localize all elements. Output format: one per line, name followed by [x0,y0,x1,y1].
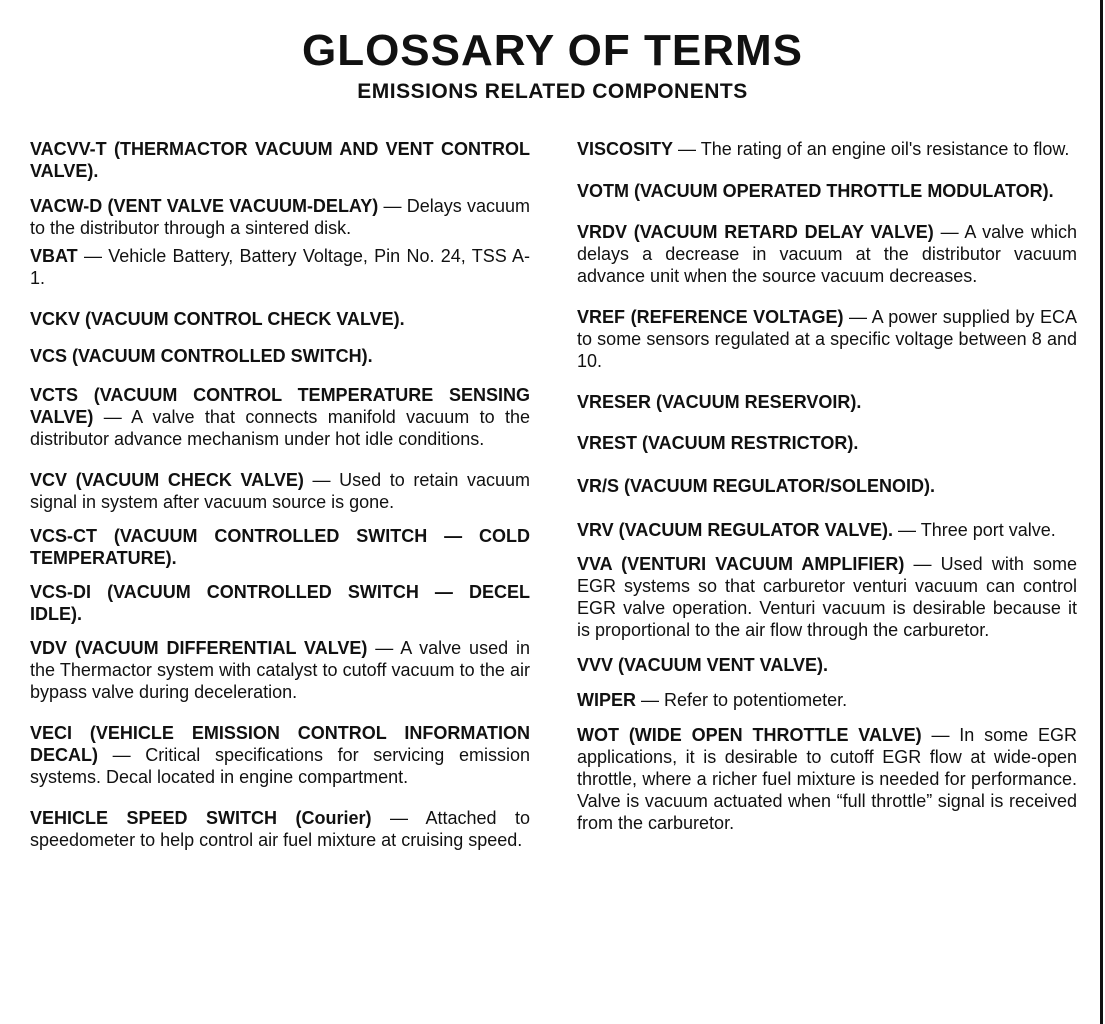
entry-definition: — Critical specifications for servicing emission systems. Decal located in engine compartment. [30,745,530,787]
glossary-entry [30,138,530,182]
entry-term: VECI (VEHICLE EMISSION CONTROL INFORMATION DECAL) [30,723,530,765]
glossary-entry [30,525,530,569]
glossary-entry [577,475,1077,497]
glossary-entry [577,654,1077,676]
glossary-entry [577,689,1077,711]
entry-term: VCS-DI (VACUUM CONTROLLED SWITCH — DECEL IDLE). [30,582,530,624]
entry-term: VEHICLE SPEED SWITCH (Courier) [30,808,372,828]
glossary-entry [30,722,530,788]
entry-term: WIPER [577,690,637,710]
page-subtitle: EMISSIONS RELATED COMPONENTS [357,80,748,103]
entry-term: VACW-D (VENT VALVE VACUUM-DELAY) [30,196,379,216]
glossary-entry [30,637,530,703]
left-column [30,138,530,851]
entry-term: VOTM (VACUUM OPERATED THROTTLE MODULATOR). [577,181,1054,201]
entry-definition: — A valve used in the Thermactor system with catalyst to cutoff vacuum to the air bypass valve during deceleration. [30,638,530,702]
glossary-entry [577,553,1077,641]
glossary-entry [577,180,1077,202]
entry-term: VDV (VACUUM DIFFERENTIAL VALVE) [30,638,368,658]
page-title: GLOSSARY OF TERMS [301,26,804,75]
entry-definition: — In some EGR applications, it is desirable to cutoff EGR flow at wide-open throttle, where a richer fuel mixture is needed for performance. Valve is vacuum actuated when “full throttle” signal is received from the carburetor. [577,725,1077,833]
entry-definition: — Attached to speedometer to help control air fuel mixture at cruising speed. [30,808,531,850]
entry-definition: — Used to retain vacuum signal in system after vacuum source is gone. [30,470,530,512]
entry-term: VREST (VACUUM RESTRICTOR). [577,433,859,453]
entry-term: VCS (VACUUM CONTROLLED SWITCH). [30,346,373,366]
glossary-entry [577,724,1077,834]
entry-term: VRDV (VACUUM RETARD DELAY VALVE) [577,222,934,242]
entry-term: VCV (VACUUM CHECK VALVE) [30,470,304,490]
entry-term: VCTS (VACUUM CONTROL TEMPERATURE SENSING VALVE) [30,385,530,427]
entry-definition: — Used with some EGR systems so that carburetor venturi vacuum can control EGR valve operation. Venturi vacuum is desirable because it is proportional to the air flow through the carburetor. [577,554,1077,640]
glossary-entry [577,138,1077,160]
entry-term: VACVV-T (THERMACTOR VACUUM AND VENT CONTROL VALVE). [30,139,530,181]
entry-term: VRV (VACUUM REGULATOR VALVE). [577,520,894,540]
entry-term: VREF (REFERENCE VOLTAGE) [577,307,844,327]
entry-term: VCKV (VACUUM CONTROL CHECK VALVE). [30,309,405,329]
entry-definition: — Refer to potentiometer. [636,690,848,710]
glossary-entry [30,581,530,625]
entry-term: VVV (VACUUM VENT VALVE). [577,655,829,675]
glossary-entry [30,469,530,513]
entry-term: WOT (WIDE OPEN THROTTLE VALVE) [577,725,922,745]
entry-definition: — A power supplied by ECA to some sensors regulated at a specific voltage between 8 and 10. [577,307,1078,371]
glossary-entry [577,391,1077,413]
entry-term: VRESER (VACUUM RESERVOIR). [577,392,862,412]
entry-definition: — A valve that connects manifold vacuum to the distributor advance mechanism under hot idle conditions. [30,407,530,449]
entry-term: VISCOSITY [577,139,674,159]
glossary-entry [30,195,530,239]
entry-term: VBAT [30,246,78,266]
glossary-entry [577,221,1077,287]
entry-term: VR/S (VACUUM REGULATOR/SOLENOID). [577,476,936,496]
entry-definition: — Delays vacuum to the distributor through a sintered disk. [30,196,530,238]
entry-definition: — A valve which delays a decrease in vacuum at the distributor vacuum advance unit when the source vacuum decreases. [577,222,1077,286]
entry-definition: — Vehicle Battery, Battery Voltage, Pin No. 24, TSS A-1. [30,246,530,288]
right-column [577,138,1077,834]
glossary-entry [30,245,530,289]
glossary-entry [577,306,1077,372]
entry-term: VVA (VENTURI VACUUM AMPLIFIER) [577,554,905,574]
glossary-entry [30,308,530,330]
glossary-entry [30,345,530,367]
entry-definition: — Three port valve. [893,520,1056,540]
entry-term: VCS-CT (VACUUM CONTROLLED SWITCH — COLD TEMPERATURE). [30,526,530,568]
glossary-entry [30,384,530,450]
page-edge-line [1100,0,1103,1024]
glossary-entry [577,432,1077,454]
glossary-entry [577,519,1077,541]
glossary-entry [30,807,530,851]
entry-definition: — The rating of an engine oil's resistance to flow. [673,139,1070,159]
